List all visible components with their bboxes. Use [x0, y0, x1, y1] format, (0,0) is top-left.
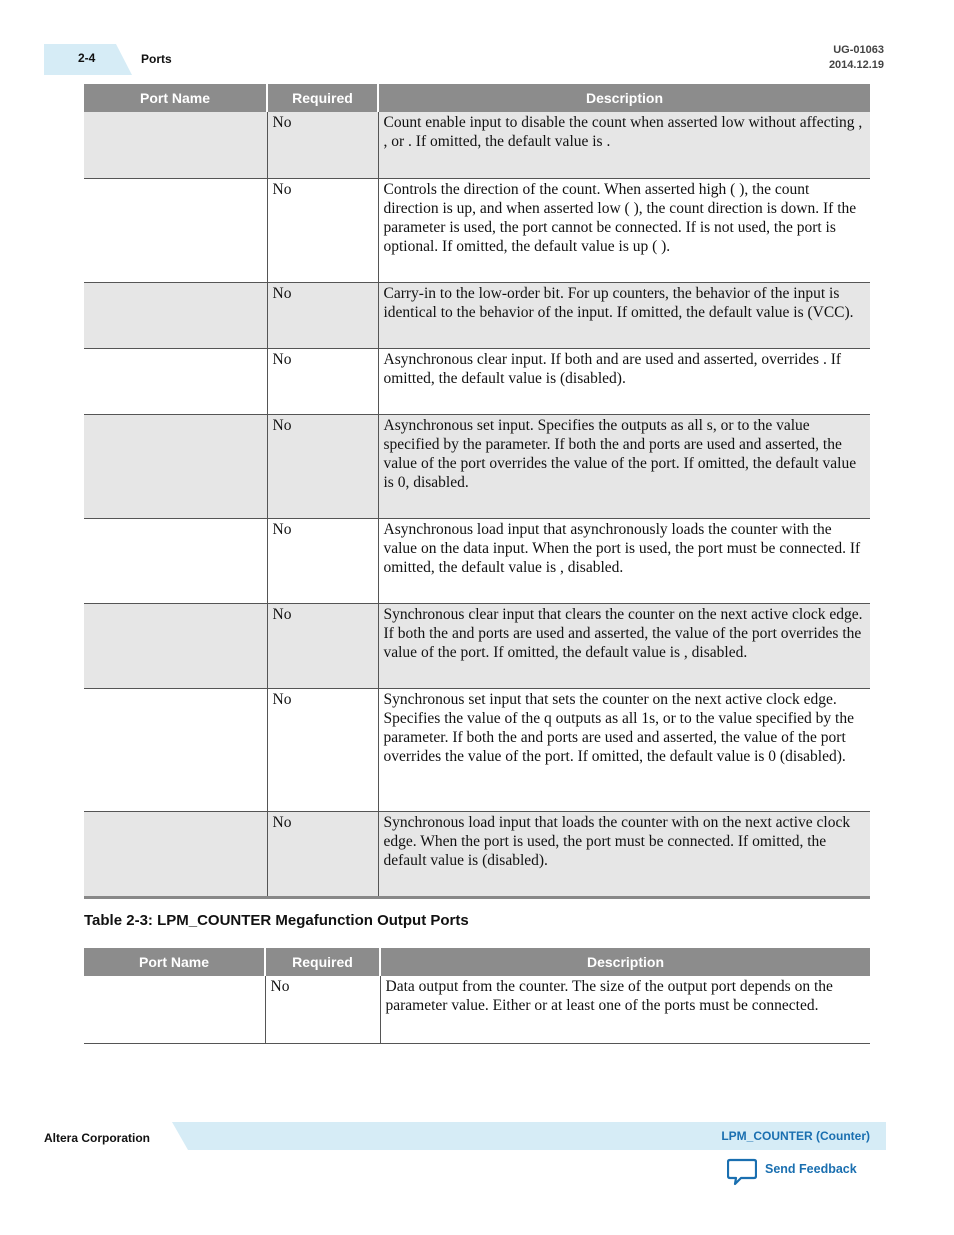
port-name-cell — [84, 976, 265, 1043]
description-cell: Asynchronous set input. Specifies the outputs as all s, or to the value specified by the parameter. If both the and ports are used and asserted, the value of the port overrides the value of the port. If omitted, the default value is 0, disabled. — [378, 414, 870, 518]
doc-id: UG-01063 — [833, 44, 884, 56]
table-caption: Table 2-3: LPM_COUNTER Megafunction Output Ports — [84, 912, 469, 929]
doc-title-link[interactable]: LPM_COUNTER (Counter) — [721, 1129, 870, 1143]
send-feedback-link[interactable]: Send Feedback — [765, 1162, 857, 1176]
port-name-cell — [84, 518, 267, 603]
description-cell: Controls the direction of the count. When asserted high ( ), the count direction is up, and when asserted low ( ), the count direction is down. If the parameter is used, the port cannot be connected. If is not used, the port is optional. If omitted, the default value is up ( ). — [378, 178, 870, 282]
table-row — [84, 112, 870, 178]
port-name-cell — [84, 348, 267, 414]
description-cell: Synchronous set input that sets the counter on the next active clock edge. Specifies the value of the q outputs as all 1s, or to the value specified by the parameter. If both the and ports are used and asserted, the value of the port overrides the value of the port. If omitted, the default value is 0 (disabled). — [378, 688, 870, 811]
required-cell: No — [267, 112, 378, 178]
table-row — [84, 976, 870, 1043]
description-cell: Asynchronous load input that asynchronously loads the counter with the value on the data input. When the port is used, the port must be connected. If omitted, the default value is , disabled. — [378, 518, 870, 603]
description-cell: Data output from the counter. The size of the output port depends on the parameter value. Either or at least one of the ports must be connected. — [380, 976, 870, 1043]
col-description: Description — [378, 84, 870, 112]
col-required: Required — [267, 84, 378, 112]
description-cell: Count enable input to disable the count when asserted low without affecting , , or . If omitted, the default value is . — [378, 112, 870, 178]
port-name-cell — [84, 282, 267, 348]
output-ports-table — [84, 948, 870, 1044]
port-name-cell — [84, 178, 267, 282]
table-row — [84, 811, 870, 897]
port-name-cell — [84, 603, 267, 688]
port-name-cell — [84, 688, 267, 811]
col-required: Required — [265, 948, 380, 976]
speech-bubble-icon[interactable] — [727, 1158, 757, 1186]
doc-meta — [829, 43, 884, 73]
required-cell: No — [267, 348, 378, 414]
table-row — [84, 348, 870, 414]
table-row — [84, 178, 870, 282]
table-header-row — [84, 948, 870, 976]
required-cell: No — [267, 282, 378, 348]
description-cell: Carry-in to the low-order bit. For up counters, the behavior of the input is identical to the behavior of the input. If omitted, the default value is (VCC). — [378, 282, 870, 348]
description-cell: Asynchronous clear input. If both and are used and asserted, overrides . If omitted, the default value is (disabled). — [378, 348, 870, 414]
required-cell: No — [267, 603, 378, 688]
required-cell: No — [267, 518, 378, 603]
col-port-name: Port Name — [84, 948, 265, 976]
page-number: 2-4 — [78, 51, 96, 65]
doc-date: 2014.12.19 — [828, 59, 884, 71]
port-name-cell — [84, 414, 267, 518]
table-row — [84, 688, 870, 811]
required-cell: No — [265, 976, 380, 1043]
description-cell: Synchronous clear input that clears the counter on the next active clock edge. If both the and ports are used and asserted, the value of the port overrides the value of the port. If omitted, the default value is , disabled. — [378, 603, 870, 688]
table-row — [84, 603, 870, 688]
required-cell: No — [267, 414, 378, 518]
table-row — [84, 414, 870, 518]
input-ports-table — [84, 84, 870, 899]
required-cell: No — [267, 688, 378, 811]
required-cell: No — [267, 811, 378, 897]
section-title: Ports — [141, 52, 172, 66]
description-cell: Synchronous load input that loads the counter with on the next active clock edge. When the port is used, the port must be connected. If omitted, the default value is (disabled). — [378, 811, 870, 897]
col-description: Description — [380, 948, 870, 976]
col-port-name: Port Name — [84, 84, 267, 112]
port-name-cell — [84, 112, 267, 178]
table-row — [84, 518, 870, 603]
required-cell: No — [267, 178, 378, 282]
table-row — [84, 282, 870, 348]
table-header-row — [84, 84, 870, 112]
port-name-cell — [84, 811, 267, 897]
company-name: Altera Corporation — [44, 1131, 151, 1145]
